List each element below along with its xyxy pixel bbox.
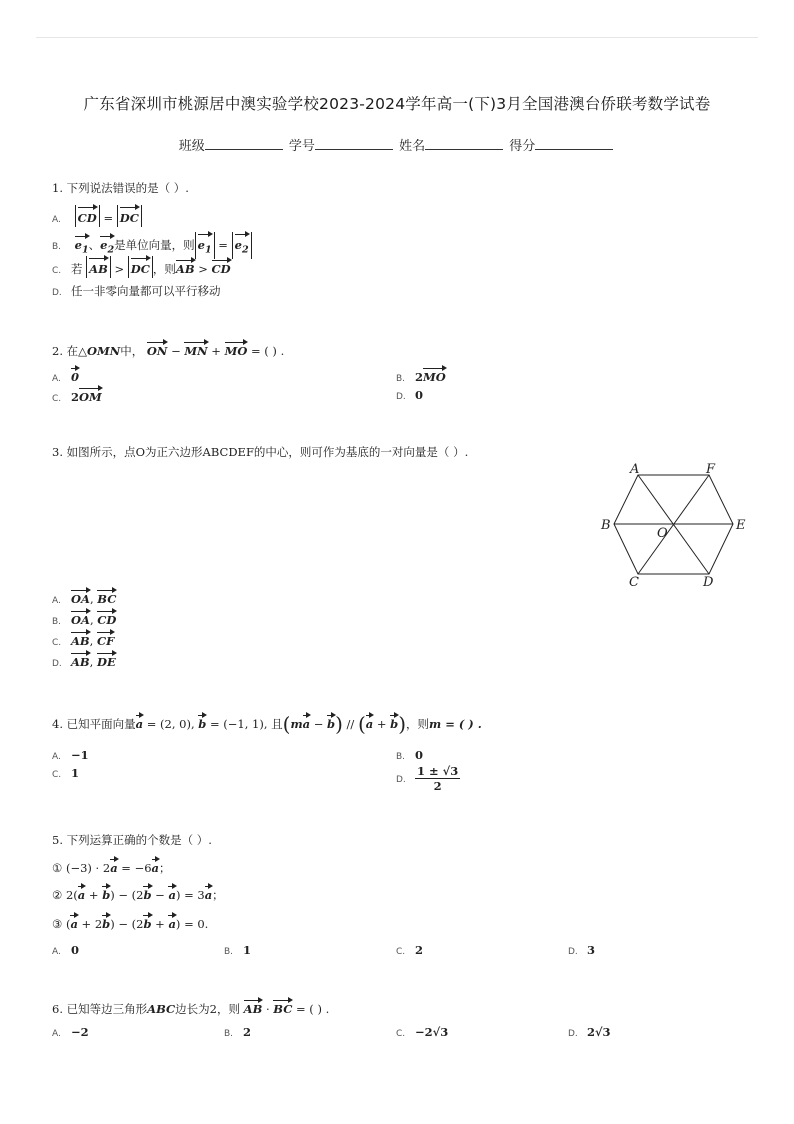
q2-option-b[interactable]: B. 2MO xyxy=(396,366,446,384)
name-blank[interactable] xyxy=(425,137,503,150)
q3-option-a[interactable]: A. OA, BC xyxy=(52,588,116,606)
q3-stem: 3. 如图所示，点O为正六边形ABCDEF的中心，则可作为基底的一对向量是（ ）. xyxy=(52,445,469,459)
q2-option-d[interactable]: D. 0 xyxy=(396,388,424,402)
q1-option-c[interactable]: C. 若 AB > DC ，则AB > CD xyxy=(52,256,231,278)
q4-stem: 4. 已知平面向量a = (2, 0), b = (−1, 1), 且(ma − b) // (a + b)，则m = ( ) . xyxy=(52,712,482,736)
q6-option-d[interactable]: D. 2√3 xyxy=(568,1025,611,1039)
class-blank[interactable] xyxy=(205,137,283,150)
q5-item-2: ② 2(a + b) − (2b − a) = 3a； xyxy=(52,884,224,903)
q5-option-a[interactable]: A. 0 xyxy=(52,943,80,957)
number-blank[interactable] xyxy=(315,137,393,150)
score-blank[interactable] xyxy=(535,137,613,150)
q1-option-b[interactable]: B. $e_1$、$e_2$是单位向量，则 $e_1 = e_2$ xyxy=(52,232,252,259)
hex-label-o: O xyxy=(657,526,668,541)
q5-stem: 5. 下列运算正确的个数是（ ）. xyxy=(52,833,212,847)
q6-option-a[interactable]: A. −2 xyxy=(52,1025,89,1039)
q5-option-b[interactable]: B. 1 xyxy=(224,943,252,957)
q4-option-d[interactable]: D. $\frac{1 \pm √3}{2}$ xyxy=(396,764,459,793)
q4-option-c[interactable]: C. 1 xyxy=(52,766,80,780)
q3-option-b[interactable]: B. OA, CD xyxy=(52,609,116,627)
q2-option-a[interactable]: A. 0 xyxy=(52,366,79,384)
exam-title: 广东省深圳市桃源居中澳实验学校2023-2024学年高一(下)3月全国港澳台侨联考数学试卷 xyxy=(83,95,711,113)
q1-option-d[interactable]: D. 任一非零向量都可以平行移动 xyxy=(52,284,221,298)
hex-label-b: B xyxy=(601,518,611,533)
q2-option-c[interactable]: C. 2OM xyxy=(52,386,102,404)
header-divider xyxy=(36,37,758,38)
q5-option-d[interactable]: D. 3 xyxy=(568,943,596,957)
q4-option-a[interactable]: A. −1 xyxy=(52,748,89,762)
q6-option-c[interactable]: C. −2√3 xyxy=(396,1025,449,1039)
q1-stem: 1. 下列说法错误的是（ ）. xyxy=(52,181,189,195)
q4-option-b[interactable]: B. 0 xyxy=(396,748,424,762)
class-label: 班级 xyxy=(178,139,205,154)
q6-option-b[interactable]: B. 2 xyxy=(224,1025,252,1039)
q4-d-fraction: $\frac{1 \pm √3}{2}$ xyxy=(417,764,459,793)
number-label: 学号 xyxy=(288,139,315,154)
hex-label-c: C xyxy=(629,575,639,589)
score-label: 得分 xyxy=(509,139,536,154)
q5-item-1: ① (−3) · 2a = −6a； xyxy=(52,857,171,876)
name-label: 姓名 xyxy=(399,139,426,154)
hexagon-figure xyxy=(598,463,748,589)
hex-label-f: F xyxy=(706,463,716,477)
q5-option-c[interactable]: C. 2 xyxy=(396,943,424,957)
hex-label-e: E xyxy=(736,518,746,533)
student-info-line xyxy=(0,135,794,154)
q1-option-a[interactable]: A. CD = DC xyxy=(52,205,142,227)
q3-option-d[interactable]: D. AB, DE xyxy=(52,651,116,669)
hex-label-d: D xyxy=(703,575,714,589)
q3-option-c[interactable]: C. AB, CF xyxy=(52,630,114,648)
q6-stem: 6. 已知等边三角形ABC边长为2，则 AB · BC = ( ) . xyxy=(52,998,329,1017)
q5-item-3: ③ (a + 2b) − (2b + a) = 0. xyxy=(52,913,208,931)
hex-label-a: A xyxy=(630,463,640,477)
q2-stem: 2. 在△OMN中， ON − MN + MO = ( ) . xyxy=(52,340,284,359)
